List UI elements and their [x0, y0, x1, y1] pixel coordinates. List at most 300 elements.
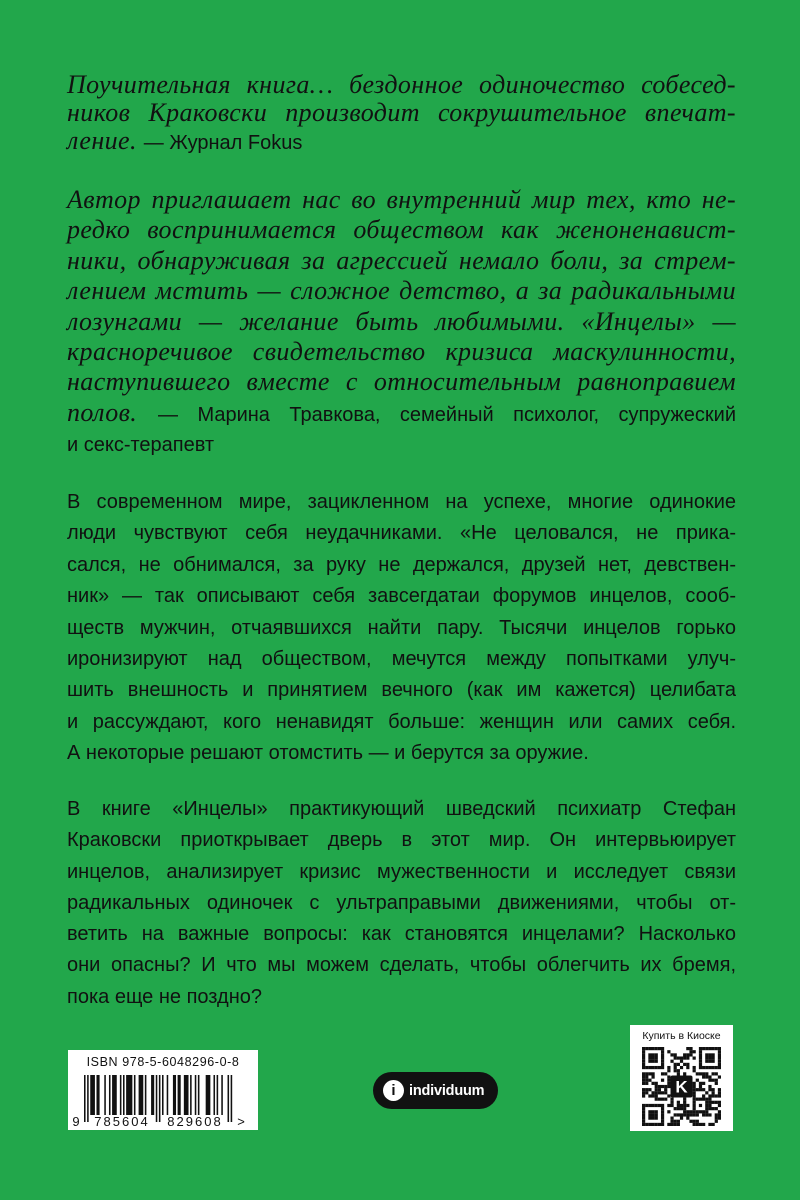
qr-module — [655, 1082, 658, 1085]
qr-module — [696, 1110, 699, 1113]
barcode-bar — [84, 1075, 86, 1122]
qr-module — [642, 1075, 645, 1078]
qr-module — [712, 1056, 715, 1059]
qr-module — [651, 1082, 654, 1085]
qr-module — [642, 1088, 645, 1091]
qr-module — [667, 1123, 670, 1126]
quote-attribution: — Марина Травкова, семейный психолог, супружеский — [158, 403, 737, 426]
qr-module — [715, 1120, 718, 1123]
qr-module — [712, 1079, 715, 1082]
qr-module — [718, 1063, 721, 1066]
qr-module — [645, 1066, 648, 1069]
barcode-left-digits: 785604 — [94, 1114, 150, 1129]
qr-module — [648, 1094, 651, 1097]
qr-module — [705, 1104, 708, 1107]
qr-module — [661, 1050, 664, 1053]
quote-line: наступившего вместе с относительным равноправием — [67, 367, 736, 397]
qr-module — [677, 1113, 680, 1116]
qr-module — [661, 1091, 664, 1094]
qr-module — [693, 1088, 696, 1091]
qr-module — [693, 1066, 696, 1069]
qr-module — [677, 1063, 680, 1066]
qr-module — [708, 1066, 711, 1069]
qr-module — [670, 1101, 673, 1104]
qr-module — [712, 1101, 715, 1104]
qr-module — [648, 1104, 651, 1107]
qr-module — [718, 1053, 721, 1056]
qr-module — [712, 1047, 715, 1050]
qr-module — [648, 1053, 651, 1056]
qr-module — [680, 1113, 683, 1116]
qr-module — [718, 1094, 721, 1097]
qr-module — [718, 1110, 721, 1113]
qr-module — [686, 1113, 689, 1116]
qr-module — [655, 1085, 658, 1088]
info-circle-icon: i — [383, 1080, 404, 1101]
quote-line: лозунгами — желание быть любимыми. «Инцелы» — — [67, 306, 736, 336]
qr-module — [658, 1091, 661, 1094]
qr-module — [718, 1117, 721, 1120]
qr-module — [651, 1047, 654, 1050]
barcode-bar — [151, 1075, 154, 1115]
qr-module — [702, 1075, 705, 1078]
qr-module — [645, 1082, 648, 1085]
qr-module — [680, 1056, 683, 1059]
qr-module — [715, 1117, 718, 1120]
qr-module — [699, 1063, 702, 1066]
qr-module — [674, 1053, 677, 1056]
qr-module — [699, 1104, 702, 1107]
paragraph-line: В книге «Инцелы» практикующий шведский психиатр Стефан — [67, 798, 736, 820]
qr-module — [693, 1110, 696, 1113]
qr-module — [705, 1091, 708, 1094]
qr-module — [683, 1053, 686, 1056]
quote-line: Автор приглашает нас во внутренний мир тех, кто не- — [67, 185, 736, 214]
paragraph-line: радикальных одиночек с ультраправыми движениями, чтобы от- — [67, 891, 736, 914]
qr-module — [702, 1098, 705, 1101]
qr-module — [689, 1050, 692, 1053]
qr-module — [655, 1110, 658, 1113]
qr-module — [655, 1060, 658, 1063]
barcode-bar — [145, 1075, 147, 1115]
qr-module — [680, 1060, 683, 1063]
qr-module — [642, 1047, 645, 1050]
quote-line: ление. — [67, 126, 137, 155]
qr-module — [674, 1120, 677, 1123]
barcode-bar — [213, 1075, 215, 1115]
paragraph-line: В современном мире, зацикленном на успехе, многие одинокие — [67, 491, 736, 513]
qr-module — [661, 1123, 664, 1126]
qr-module — [702, 1066, 705, 1069]
qr-module — [642, 1072, 645, 1075]
qr-module — [670, 1053, 673, 1056]
qr-module — [689, 1047, 692, 1050]
qr-module — [693, 1094, 696, 1097]
qr-module — [686, 1066, 689, 1069]
qr-module — [699, 1072, 702, 1075]
qr-module — [655, 1091, 658, 1094]
qr-module — [712, 1053, 715, 1056]
qr-module — [651, 1075, 654, 1078]
qr-module — [683, 1110, 686, 1113]
qr-module — [661, 1113, 664, 1116]
qr-module — [648, 1066, 651, 1069]
barcode-bar — [96, 1075, 99, 1115]
qr-module — [648, 1113, 651, 1116]
qr-module — [655, 1117, 658, 1120]
qr-module — [712, 1066, 715, 1069]
qr-module — [718, 1066, 721, 1069]
qr-module — [642, 1107, 645, 1110]
qr-code-block — [630, 1025, 733, 1131]
qr-module — [705, 1060, 708, 1063]
qr-module — [699, 1088, 702, 1091]
qr-module — [677, 1120, 680, 1123]
quote-line: полов. — [67, 397, 138, 427]
qr-module — [715, 1094, 718, 1097]
qr-module — [696, 1088, 699, 1091]
qr-module — [661, 1053, 664, 1056]
qr-module — [674, 1069, 677, 1072]
qr-module — [708, 1053, 711, 1056]
qr-module — [655, 1123, 658, 1126]
qr-module — [642, 1060, 645, 1063]
qr-module — [718, 1056, 721, 1059]
qr-module — [677, 1069, 680, 1072]
qr-module — [708, 1085, 711, 1088]
qr-module — [718, 1075, 721, 1078]
qr-module — [693, 1113, 696, 1116]
qr-module — [689, 1110, 692, 1113]
publisher-logo — [373, 1072, 498, 1109]
qr-module — [693, 1107, 696, 1110]
qr-module — [693, 1056, 696, 1059]
qr-module — [702, 1088, 705, 1091]
qr-module — [677, 1072, 680, 1075]
qr-module — [715, 1066, 718, 1069]
qr-module — [677, 1101, 680, 1104]
qr-module — [645, 1072, 648, 1075]
qr-module — [642, 1056, 645, 1059]
qr-module — [702, 1123, 705, 1126]
qr-module — [686, 1110, 689, 1113]
qr-module — [645, 1104, 648, 1107]
qr-module — [655, 1066, 658, 1069]
qr-module — [655, 1053, 658, 1056]
qr-module — [712, 1072, 715, 1075]
barcode-bar — [104, 1075, 106, 1115]
qr-module — [705, 1066, 708, 1069]
qr-module — [699, 1123, 702, 1126]
quote-line: Поучительная книга… бездонное одиночество собесед- — [67, 70, 736, 99]
qr-module — [683, 1113, 686, 1116]
qr-center-logo-letter: K — [675, 1077, 688, 1097]
qr-module — [674, 1063, 677, 1066]
qr-module — [715, 1072, 718, 1075]
qr-module — [699, 1066, 702, 1069]
description-paragraph — [67, 487, 736, 770]
qr-module — [712, 1094, 715, 1097]
qr-module — [655, 1056, 658, 1059]
barcode-bar — [217, 1075, 219, 1115]
qr-module — [686, 1056, 689, 1059]
qr-module — [699, 1056, 702, 1059]
qr-module — [718, 1047, 721, 1050]
qr-module — [664, 1072, 667, 1075]
barcode-bar — [120, 1075, 122, 1115]
qr-module — [642, 1053, 645, 1056]
qr-module — [715, 1082, 718, 1085]
qr-module — [680, 1066, 683, 1069]
paragraph-line: инцелов, анализирует кризис мужественности и исследует связи — [67, 860, 736, 883]
quote-attribution: — Журнал Fokus — [143, 132, 303, 154]
qr-module — [661, 1056, 664, 1059]
qr-module — [645, 1047, 648, 1050]
qr-module — [677, 1056, 680, 1059]
qr-module — [677, 1123, 680, 1126]
qr-module — [658, 1047, 661, 1050]
barcode-bar — [156, 1075, 158, 1122]
qr-module — [661, 1072, 664, 1075]
qr-module — [712, 1060, 715, 1063]
qr-module — [667, 1075, 670, 1078]
barcode-bar — [162, 1075, 164, 1115]
qr-module — [642, 1063, 645, 1066]
qr-module — [642, 1110, 645, 1113]
qr-module — [699, 1110, 702, 1113]
qr-module — [648, 1079, 651, 1082]
qr-module — [648, 1056, 651, 1059]
qr-module — [667, 1069, 670, 1072]
barcode-bar — [198, 1075, 200, 1115]
quote-line: ники, обнаруживая за агрессией немало боли, за стрем- — [67, 245, 736, 275]
qr-module — [664, 1088, 667, 1091]
qr-module — [680, 1107, 683, 1110]
qr-module — [693, 1069, 696, 1072]
praise-quote-fokus — [67, 71, 736, 157]
qr-module — [651, 1110, 654, 1113]
qr-module — [708, 1123, 711, 1126]
qr-module — [708, 1060, 711, 1063]
qr-module — [655, 1104, 658, 1107]
qr-module — [667, 1104, 670, 1107]
qr-module — [677, 1107, 680, 1110]
paragraph-line: пока еще не поздно? — [67, 985, 262, 1008]
paragraph-line: сался, не обнимался, за руку не держался, друзей нет, девствен- — [67, 553, 736, 576]
qr-module — [699, 1098, 702, 1101]
qr-module — [651, 1056, 654, 1059]
qr-module — [677, 1104, 680, 1107]
qr-module — [718, 1088, 721, 1091]
qr-module — [651, 1113, 654, 1116]
paragraph-line: шить внешность и принятием вечного (как им кажется) целибата — [67, 679, 736, 702]
qr-code — [642, 1047, 721, 1126]
isbn-barcode-label — [68, 1050, 258, 1130]
qr-module — [648, 1047, 651, 1050]
barcode-bar — [126, 1075, 132, 1115]
quote-line: лением мстить — сложное детство, а за радикальными — [67, 276, 736, 306]
qr-module — [693, 1098, 696, 1101]
qr-module — [651, 1072, 654, 1075]
qr-module — [642, 1079, 645, 1082]
qr-module — [708, 1107, 711, 1110]
qr-module — [642, 1050, 645, 1053]
qr-module — [712, 1088, 715, 1091]
qr-module — [693, 1123, 696, 1126]
qr-module — [715, 1113, 718, 1116]
qr-module — [651, 1117, 654, 1120]
qr-module — [702, 1072, 705, 1075]
qr-module — [658, 1088, 661, 1091]
qr-module — [651, 1066, 654, 1069]
qr-module — [674, 1056, 677, 1059]
qr-module — [708, 1098, 711, 1101]
barcode-bar — [139, 1075, 144, 1115]
qr-module — [670, 1117, 673, 1120]
barcode-bar — [221, 1075, 223, 1115]
qr-module — [645, 1091, 648, 1094]
qr-module — [708, 1101, 711, 1104]
qr-module — [642, 1082, 645, 1085]
qr-module — [651, 1094, 654, 1097]
barcode-bar — [167, 1075, 169, 1115]
qr-module — [686, 1047, 689, 1050]
qr-module — [693, 1050, 696, 1053]
qr-module — [702, 1082, 705, 1085]
qr-module — [683, 1101, 686, 1104]
qr-module — [693, 1120, 696, 1123]
quote-line: красноречивое свидетельство кризиса маскулинности, — [67, 337, 736, 367]
qr-module — [705, 1056, 708, 1059]
qr-module — [661, 1047, 664, 1050]
qr-module — [702, 1113, 705, 1116]
qr-module — [718, 1091, 721, 1094]
qr-module — [651, 1091, 654, 1094]
qr-module — [683, 1056, 686, 1059]
barcode-first-digit: 9 — [72, 1114, 80, 1129]
qr-module — [708, 1075, 711, 1078]
qr-module — [645, 1075, 648, 1078]
qr-module — [658, 1066, 661, 1069]
qr-module — [664, 1091, 667, 1094]
qr-module — [708, 1113, 711, 1116]
qr-module — [708, 1056, 711, 1059]
qr-module — [686, 1117, 689, 1120]
qr-module — [661, 1079, 664, 1082]
qr-label: Купить в Киоске — [642, 1030, 721, 1042]
barcode-right-digits: 829608 — [167, 1114, 223, 1129]
quote-line: ников Краковски производит сокрушительное впечат- — [67, 98, 736, 127]
qr-module — [651, 1053, 654, 1056]
qr-module — [708, 1088, 711, 1091]
qr-module — [667, 1085, 670, 1088]
paragraph-line: они опасны? И что мы можем сделать, чтобы облегчить их бремя, — [67, 954, 736, 977]
qr-module — [658, 1098, 661, 1101]
qr-module — [670, 1120, 673, 1123]
qr-module — [693, 1091, 696, 1094]
qr-module — [642, 1117, 645, 1120]
qr-module — [680, 1117, 683, 1120]
qr-module — [715, 1101, 718, 1104]
qr-module — [708, 1079, 711, 1082]
qr-module — [705, 1072, 708, 1075]
qr-module — [667, 1110, 670, 1113]
qr-module — [651, 1060, 654, 1063]
qr-module — [667, 1082, 670, 1085]
qr-module — [705, 1107, 708, 1110]
qr-module — [696, 1123, 699, 1126]
qr-module — [715, 1107, 718, 1110]
qr-module — [648, 1110, 651, 1113]
qr-module — [718, 1060, 721, 1063]
qr-module — [648, 1088, 651, 1091]
qr-module — [718, 1101, 721, 1104]
qr-module — [693, 1104, 696, 1107]
qr-module — [689, 1120, 692, 1123]
qr-module — [718, 1104, 721, 1107]
barcode-bar — [195, 1075, 197, 1115]
qr-module — [705, 1101, 708, 1104]
qr-module — [712, 1107, 715, 1110]
qr-module — [664, 1098, 667, 1101]
barcode-bar — [109, 1075, 111, 1115]
barcode-bar — [184, 1075, 189, 1115]
qr-module — [645, 1079, 648, 1082]
qr-module — [664, 1085, 667, 1088]
qr-module — [661, 1110, 664, 1113]
qr-module — [648, 1117, 651, 1120]
qr-module — [699, 1047, 702, 1050]
barcode-bar — [173, 1075, 176, 1115]
qr-module — [642, 1091, 645, 1094]
qr-module — [670, 1123, 673, 1126]
qr-module — [670, 1060, 673, 1063]
qr-module — [674, 1107, 677, 1110]
qr-module — [686, 1053, 689, 1056]
qr-module — [674, 1066, 677, 1069]
qr-module — [651, 1104, 654, 1107]
barcode-bar — [134, 1075, 136, 1115]
qr-module — [702, 1047, 705, 1050]
qr-module — [674, 1113, 677, 1116]
qr-module — [708, 1104, 711, 1107]
qr-module — [658, 1123, 661, 1126]
barcode-bar — [190, 1075, 192, 1115]
qr-module — [683, 1072, 686, 1075]
qr-module — [655, 1113, 658, 1116]
barcode-bar — [123, 1075, 125, 1115]
qr-module — [648, 1123, 651, 1126]
qr-module — [642, 1066, 645, 1069]
quote-attribution: и секс-терапевт — [67, 434, 215, 457]
qr-module — [702, 1094, 705, 1097]
qr-module — [712, 1091, 715, 1094]
publisher-name: individuum — [409, 1082, 485, 1099]
qr-module — [696, 1113, 699, 1116]
barcode-bar — [159, 1075, 161, 1122]
qr-module — [696, 1072, 699, 1075]
qr-module — [655, 1098, 658, 1101]
qr-module — [667, 1050, 670, 1053]
qr-module — [661, 1107, 664, 1110]
praise-quote-travkova — [67, 185, 736, 461]
paragraph-line: люди чувствуют себя неудачниками. «Не целовался, не прика- — [67, 522, 736, 545]
qr-module — [689, 1113, 692, 1116]
paragraph-line: ветить на важные вопросы: как становятся инцелами? Насколько — [67, 923, 736, 946]
qr-module — [683, 1107, 686, 1110]
qr-module — [661, 1120, 664, 1123]
paragraph-line: Краковски приоткрывает дверь в этот мир. Он интервьюирует — [67, 829, 736, 852]
